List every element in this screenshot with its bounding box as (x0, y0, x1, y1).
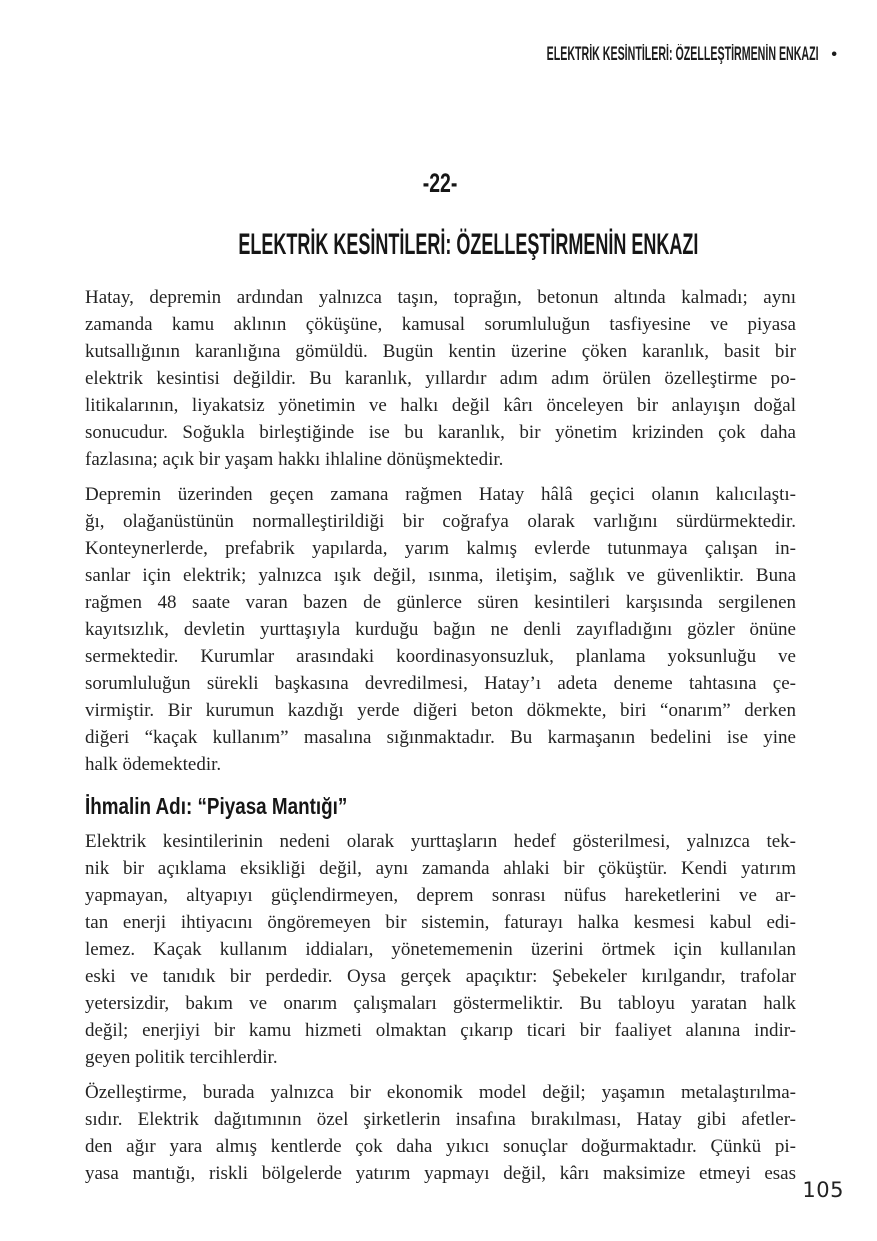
paragraph-2 (85, 481, 796, 778)
paragraph-4 (85, 1079, 796, 1187)
text-line: litikalarının, liyakatsiz yönetimin ve halkı değil kârı önceleyen bir anlayışın doğal (85, 395, 796, 416)
text-line: Özelleştirme, burada yalnızca bir ekonomik model değil; yaşamın metalaştırılma- (85, 1082, 796, 1104)
text-line: sorumluluğun sürekli başkasına devredilmesi, Hatay’ı adeta deneme tahtasına çe- (85, 673, 796, 694)
text-line: yasa mantığı, riskli bölgelerde yatırım yapmayı değil, kârı maksimize etmeyi esas (85, 1163, 796, 1185)
header-bullet-icon: • (831, 46, 837, 63)
text-line: Elektrik kesintilerinin nedeni olarak yurttaşların hedef gösterilmesi, yalnızca tek- (85, 831, 796, 853)
running-header-title: ELEKTRİK KESİNTİLERİ: ÖZELLEŞTİRMENİN ENKAZI (546, 44, 819, 65)
section-subheading-text: İhmalin Adı: “Piyasa Mantığı” (85, 793, 348, 819)
text-line: Depremin üzerinden geçen zamana rağmen Hatay hâlâ geçici olanın kalıcılaştı- (85, 484, 796, 505)
text-line: kayıtsızlık, devletin yurttaşıyla kurduğu bağın ne denli zayıfladığını gözler önüne (85, 619, 796, 640)
text-line: halk ödemektedir. (85, 754, 222, 775)
paragraph-3 (85, 828, 796, 1071)
text-line: sonucudur. Soğukla birleştiğinde ise bu karanlık, bir yönetim krizinden çok daha (85, 422, 796, 443)
text-line: nik bir açıklama eksikliği değil, aynı zamanda ahlaki bir çöküştür. Kendi yatırım (85, 858, 796, 880)
text-line: ğı, olağanüstünün normalleştirildiği bir coğrafya olarak varlığını sürdürmektedir. (85, 511, 796, 532)
chapter-number (85, 170, 796, 197)
text-line: geyen politik tercihlerdir. (85, 1047, 278, 1069)
text-line: eski ve tanıdık bir perdedir. Oysa gerçek apaçıktır: Şebekeler kırılgandır, trafolar (85, 966, 796, 988)
text-line: tan enerji ihtiyacını öngöremeyen bir sistemin, faturayı halka kesmesi kabul edi- (85, 912, 796, 934)
text-line: sermektedir. Kurumlar arasındaki koordinasyonsuzluk, planlama yoksunluğu ve (85, 646, 796, 667)
text-line: Hatay, depremin ardından yalnızca taşın, toprağın, betonun altında kalmadı; aynı (85, 287, 796, 308)
text-line: değil; enerjiyi bir kamu hizmeti olmaktan çıkarıp ticari bir faaliyet alanına indir- (85, 1020, 796, 1042)
text-line: diğeri “kaçak kullanım” masalına sığınmaktadır. Bu karmaşanın bedelini ise yine (85, 727, 796, 748)
chapter-title-text: ELEKTRİK KESİNTİLERİ: ÖZELLEŞTİRMENİN ENKAZI (238, 228, 699, 261)
text-line: sıdır. Elektrik dağıtımının özel şirketlerin insafına bırakılması, Hatay gibi afetler- (85, 1109, 796, 1131)
paragraph-1 (85, 284, 796, 473)
text-line: virmiştir. Bir kurumun kazdığı yerde diğeri beton dökmekte, biri “onarım” derken (85, 700, 796, 721)
text-line: lemez. Kaçak kullanım iddiaları, yönetememenin üzerini örtmek için kullanılan (85, 939, 796, 961)
text-line: sanlar için elektrik; yalnızca ışık değil, ısınma, iletişim, sağlık ve güvenliktir. Buna (85, 565, 796, 586)
text-line: Konteynerlerde, prefabrik yapılarda, yarım kalmış evlerde tutunmaya çalışan in- (85, 538, 796, 559)
chapter-number-text: -22- (423, 168, 458, 198)
text-line: yapmayan, altyapıyı güçlendirmeyen, deprem sonrası nüfus hareketlerini ve ar- (85, 885, 796, 907)
section-subheading (85, 794, 796, 819)
text-line: yetersizdir, bakım ve onarım çalışmaları göstermeliktir. Bu tabloyu yaratan halk (85, 993, 796, 1015)
body-text (85, 284, 796, 1187)
page-content (85, 0, 796, 1195)
chapter-title (85, 230, 796, 260)
text-line: kutsallığının karanlığına gömüldü. Bugün kentin üzerine çöken karanlık, basit bir (85, 341, 796, 362)
page-number: 105 (802, 1178, 844, 1202)
text-line: den ağır yara almış kentlerde çok daha yıkıcı sonuçlar doğurmaktadır. Çünkü pi- (85, 1136, 796, 1158)
text-line: rağmen 48 saate varan bazen de günlerce süren kesintileri karşısında sergilenen (85, 592, 796, 613)
text-line: fazlasına; açık bir yaşam hakkı ihlaline dönüşmektedir. (85, 449, 504, 470)
text-line: elektrik kesintisi değildir. Bu karanlık, yıllardır adım adım örülen özelleştirme po- (85, 368, 796, 389)
text-line: zamanda kamu aklının çöküşüne, kamusal sorumluluğun tasfiyesine ve piyasa (85, 314, 796, 335)
